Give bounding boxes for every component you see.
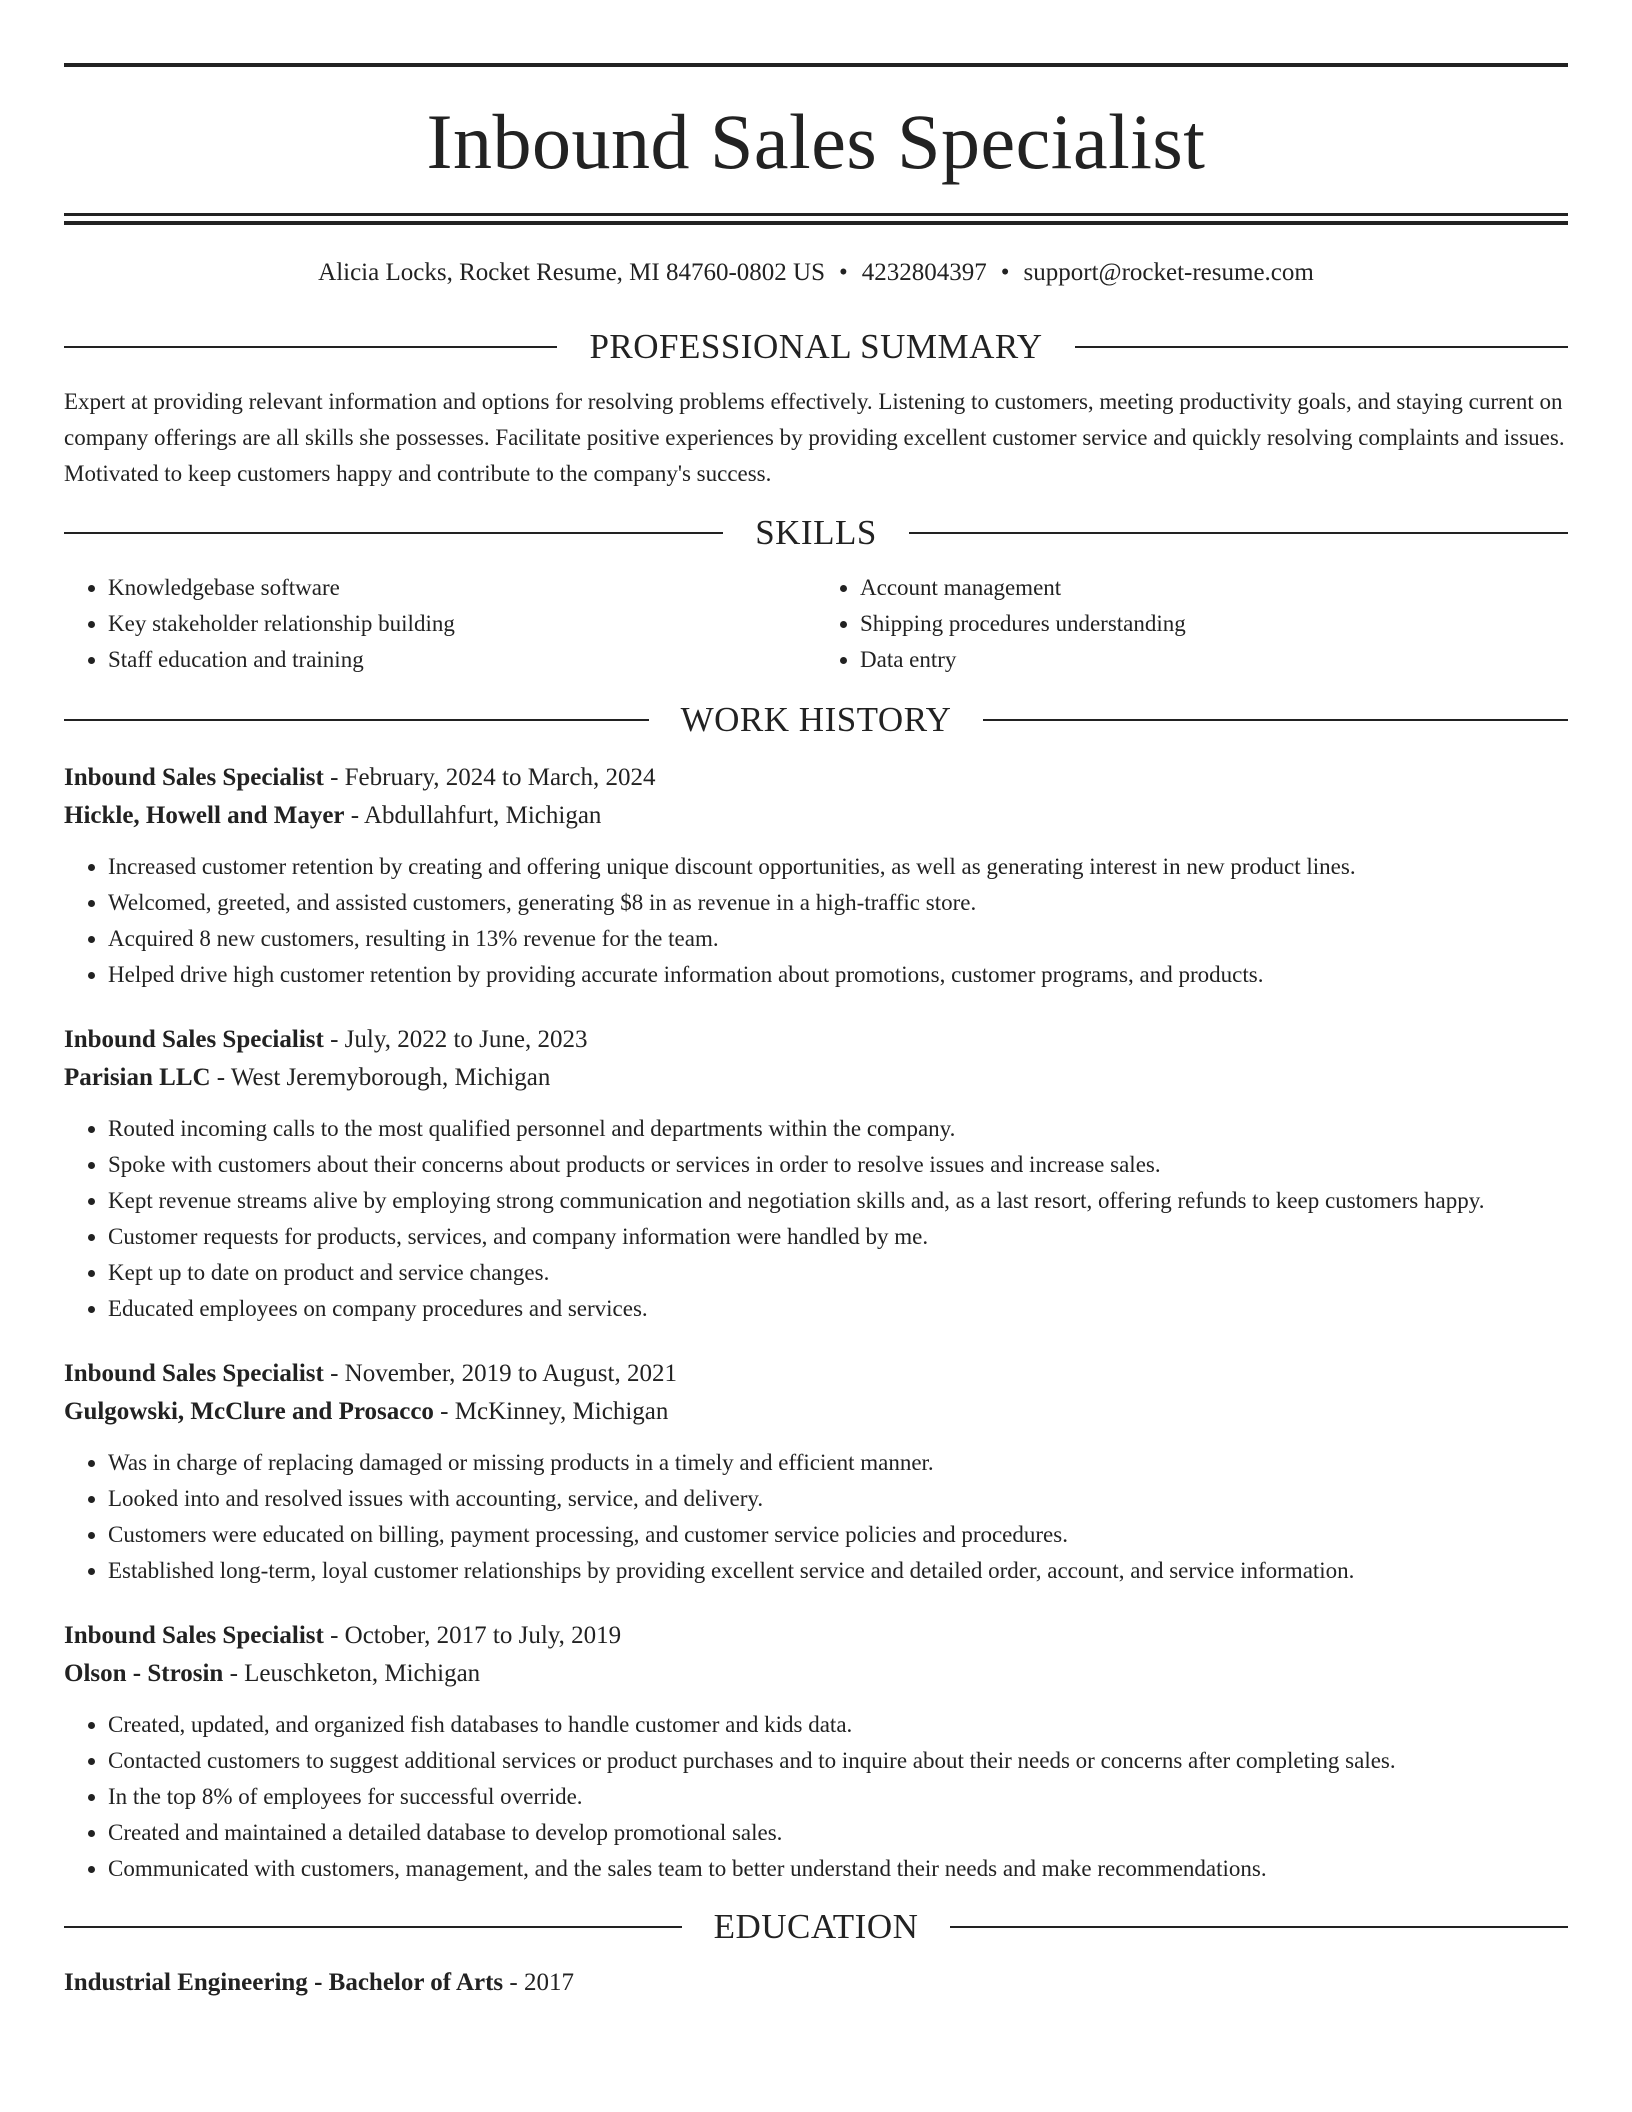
section-rule-left [64,719,649,721]
contact-separator: • [839,259,848,286]
job-dates: - October, 2017 to July, 2019 [323,1622,622,1649]
skills-column-right [816,570,1568,678]
section-rule-left [64,346,557,348]
job-location: - Leuschketon, Michigan [223,1660,481,1687]
job-bullet: • Communicated with customers, management, and the sales team to better understand their needs and make recommendations. [108,1851,1568,1887]
section-header-summary [64,327,1568,367]
job-title: Inbound Sales Specialist [64,1360,324,1387]
job-bullet: • Educated employees on company procedures and services. [108,1291,1568,1327]
section-header-skills [64,513,1568,553]
job-bullet: • Spoke with customers about their concerns about products or services in order to resolve issues and increase sales. [108,1147,1568,1183]
job-entry [64,1617,1568,1887]
section-title-summary: PROFESSIONAL SUMMARY [589,327,1043,366]
education-entry: Industrial Engineering - Bachelor of Arts - 2017 [64,1969,574,1996]
contact-phone[interactable]: 4232804397 [861,259,987,286]
section-rule-right [950,1926,1568,1928]
skill-item: • Staff education and training [108,642,816,678]
section-title-skills: SKILLS [755,513,877,552]
job-bullet: • Created, updated, and organized fish databases to handle customer and kids data. [108,1707,1568,1743]
contact-line [64,256,1568,290]
job-bullet: • Customer requests for products, services, and company information were handled by me. [108,1219,1568,1255]
education-year: 2017 [523,1969,574,1996]
job-bullet: • Welcomed, greeted, and assisted customers, generating $8 in as revenue in a high-traffic store. [108,885,1568,921]
job-title-line [64,1617,1568,1655]
job-bullet: • Routed incoming calls to the most qualified personnel and departments within the company. [108,1111,1568,1147]
education-field: Industrial Engineering [64,1969,308,1996]
job-bullet: • Looked into and resolved issues with accounting, service, and delivery. [108,1481,1568,1517]
job-bullet: • Customers were educated on billing, payment processing, and customer service policies and procedures. [108,1517,1568,1553]
job-company-line [64,1655,1568,1693]
resume-page [64,0,1568,2002]
contact-address: Alicia Locks, Rocket Resume, MI 84760-0802 US [318,259,826,286]
job-bullets [64,1445,1568,1589]
job-company-line [64,1393,1568,1431]
job-bullet: • Contacted customers to suggest additional services or product purchases and to inquire about their needs or concerns after completing sales. [108,1743,1568,1779]
skills-column-left [64,570,816,678]
job-entry [64,1021,1568,1327]
job-bullet: • Acquired 8 new customers, resulting in 13% revenue for the team. [108,921,1568,957]
top-rule [64,63,1568,67]
job-location: - West Jeremyborough, Michigan [210,1064,551,1091]
job-company: Parisian LLC [64,1064,211,1091]
job-title-line [64,1355,1568,1393]
job-bullets [64,1111,1568,1327]
skill-item: • Shipping procedures understanding [860,606,1568,642]
job-title: Inbound Sales Specialist [64,1622,324,1649]
job-title: Inbound Sales Specialist [64,1026,324,1053]
job-bullet: • Was in charge of replacing damaged or missing products in a timely and efficient manner. [108,1445,1568,1481]
professional-summary-text: Expert at providing relevant information and options for resolving problems effectively. Listening to customers, meeting productivity goals, and staying current on company offerings are all skills she possesses. Facilitate positive experiences by providing excellent customer service and quickly resolving complaints and issues. Motivated to keep customers happy and contribute to the company's success. [64,389,1565,486]
job-dates: - July, 2022 to June, 2023 [323,1026,588,1053]
skill-item: • Account management [860,570,1568,606]
job-bullet: • Kept up to date on product and service changes. [108,1255,1568,1291]
job-company: Hickle, Howell and Mayer [64,802,345,829]
section-header-education [64,1907,1568,1947]
job-title-line [64,759,1568,797]
job-title-line [64,1021,1568,1059]
education-degree: Bachelor of Arts [328,1969,504,1996]
job-location: - McKinney, Michigan [433,1398,669,1425]
contact-separator: • [1000,259,1010,286]
skill-item: • Knowledgebase software [108,570,816,606]
job-entry [64,759,1568,993]
job-bullets [64,849,1568,993]
section-title-work-history: WORK HISTORY [680,700,952,739]
section-title-education: EDUCATION [713,1907,919,1946]
job-company-line [64,797,1568,835]
section-rule-left [64,532,723,534]
job-bullet: • Established long-term, loyal customer relationships by providing excellent service and detailed order, account, and service information. [108,1553,1568,1589]
job-bullet: • Created and maintained a detailed database to develop promotional sales. [108,1815,1568,1851]
job-bullet: • Kept revenue streams alive by employing strong communication and negotiation skills and, as a last resort, offering refunds to keep customers happy. [108,1183,1568,1219]
job-dates: - February, 2024 to March, 2024 [323,764,656,791]
job-title: Inbound Sales Specialist [64,764,324,791]
section-header-work-history [64,700,1568,740]
job-dates: - November, 2019 to August, 2021 [323,1360,677,1387]
job-bullet: • In the top 8% of employees for successful override. [108,1779,1568,1815]
section-rule-right [909,532,1568,534]
contact-email[interactable]: support@rocket-resume.com [1023,259,1314,286]
job-entry [64,1355,1568,1589]
title-double-rule [64,213,1568,225]
skill-item: • Data entry [860,642,1568,678]
job-company: Olson - Strosin [64,1660,224,1687]
skill-item: • Key stakeholder relationship building [108,606,816,642]
job-company-line [64,1059,1568,1097]
section-rule-right [983,719,1568,721]
skills-list [64,570,1568,678]
resume-title: Inbound Sales Specialist [426,98,1206,185]
section-rule-right [1075,346,1568,348]
job-bullets [64,1707,1568,1887]
job-bullet: • Increased customer retention by creating and offering unique discount opportunities, as well as generating interest in new product lines. [108,849,1568,885]
job-location: - Abdullahfurt, Michigan [344,802,602,829]
section-rule-left [64,1926,682,1928]
job-company: Gulgowski, McClure and Prosacco [64,1398,434,1425]
job-bullet: • Helped drive high customer retention by providing accurate information about promotions, customer programs, and products. [108,957,1568,993]
